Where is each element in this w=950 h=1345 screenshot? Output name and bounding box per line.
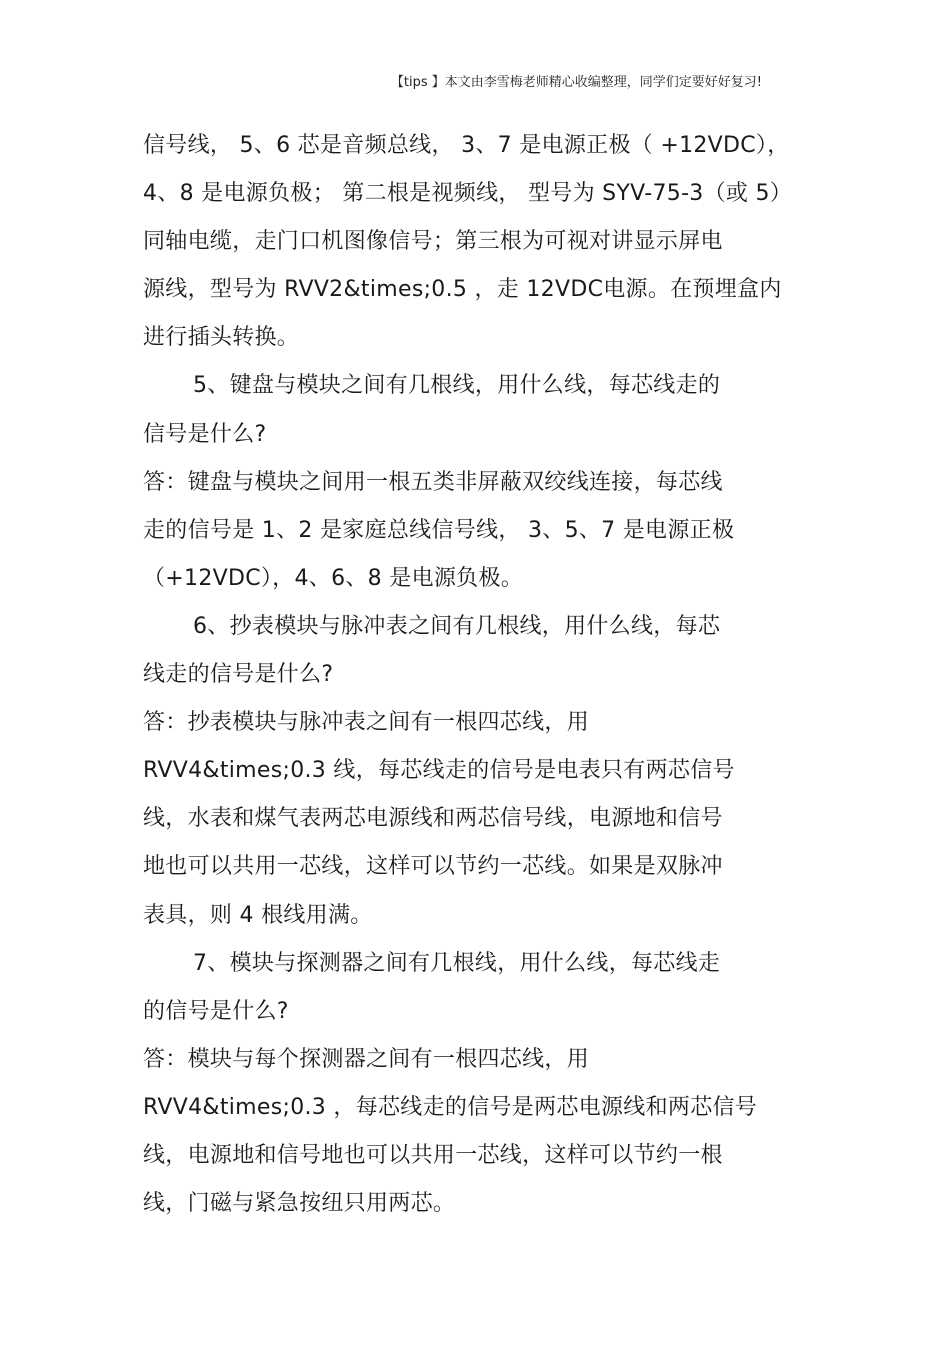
text-line: 信号是什么? [143, 421, 267, 447]
question-heading: 5、键盘与模块之间有几根线，用什么线，每芯线走的 [193, 373, 721, 399]
text-line: 同轴电缆，走门口机图像信号；第三根为可视对讲显示屏电 [143, 229, 723, 255]
text-line: 线，电源地和信号地也可以共用一芯线，这样可以节约一根 [143, 1142, 723, 1168]
header-note: 【tips 】本文由李雪梅老师精心收编整理，同学们定要好好复习! [390, 75, 762, 90]
answer-line: 答：键盘与模块之间用一根五类非屏蔽双绞线连接，每芯线 [143, 469, 723, 495]
text-line: 线，门磁与紧急按纽只用两芯。 [143, 1191, 456, 1217]
question-heading: 7、模块与探测器之间有几根线，用什么线，每芯线走 [193, 950, 721, 976]
text-line: RVV4&times;0.3 ，每芯线走的信号是两芯电源线和两芯信号 [143, 1094, 758, 1120]
text-line: 线走的信号是什么? [143, 662, 334, 688]
answer-line: 答：模块与每个探测器之间有一根四芯线，用 [143, 1046, 590, 1072]
text-line: RVV4&times;0.3 线，每芯线走的信号是电表只有两芯信号 [143, 758, 735, 784]
document-body [143, 122, 843, 1228]
text-line: 进行插头转换。 [143, 325, 300, 351]
text-line: 走的信号是 1、2 是家庭总线信号线， 3、5、7 是电源正极 [143, 517, 735, 543]
question-heading: 6、抄表模块与脉冲表之间有几根线，用什么线，每芯 [193, 613, 721, 639]
text-line: 信号线， 5、6 芯是音频总线， 3、7 是电源正极（ +12VDC）， [143, 133, 790, 158]
text-line: 线，水表和煤气表两芯电源线和两芯信号线，电源地和信号 [143, 806, 723, 832]
text-line: （+12VDC），4、6、8 是电源负极。 [143, 565, 524, 591]
text-line: 表具，则 4 根线用满。 [143, 902, 373, 928]
text-line: 源线，型号为 RVV2&times;0.5 ，走 12VDC电源。在预埋盒内 [143, 277, 782, 303]
text-line: 4、8 是电源负极； 第二根是视频线， 型号为 SYV-75-3（或 5） [143, 181, 793, 207]
text-line: 的信号是什么? [143, 998, 289, 1024]
answer-line: 答：抄表模块与脉冲表之间有一根四芯线，用 [143, 710, 590, 736]
text-line: 地也可以共用一芯线，这样可以节约一芯线。如果是双脉冲 [143, 854, 723, 880]
